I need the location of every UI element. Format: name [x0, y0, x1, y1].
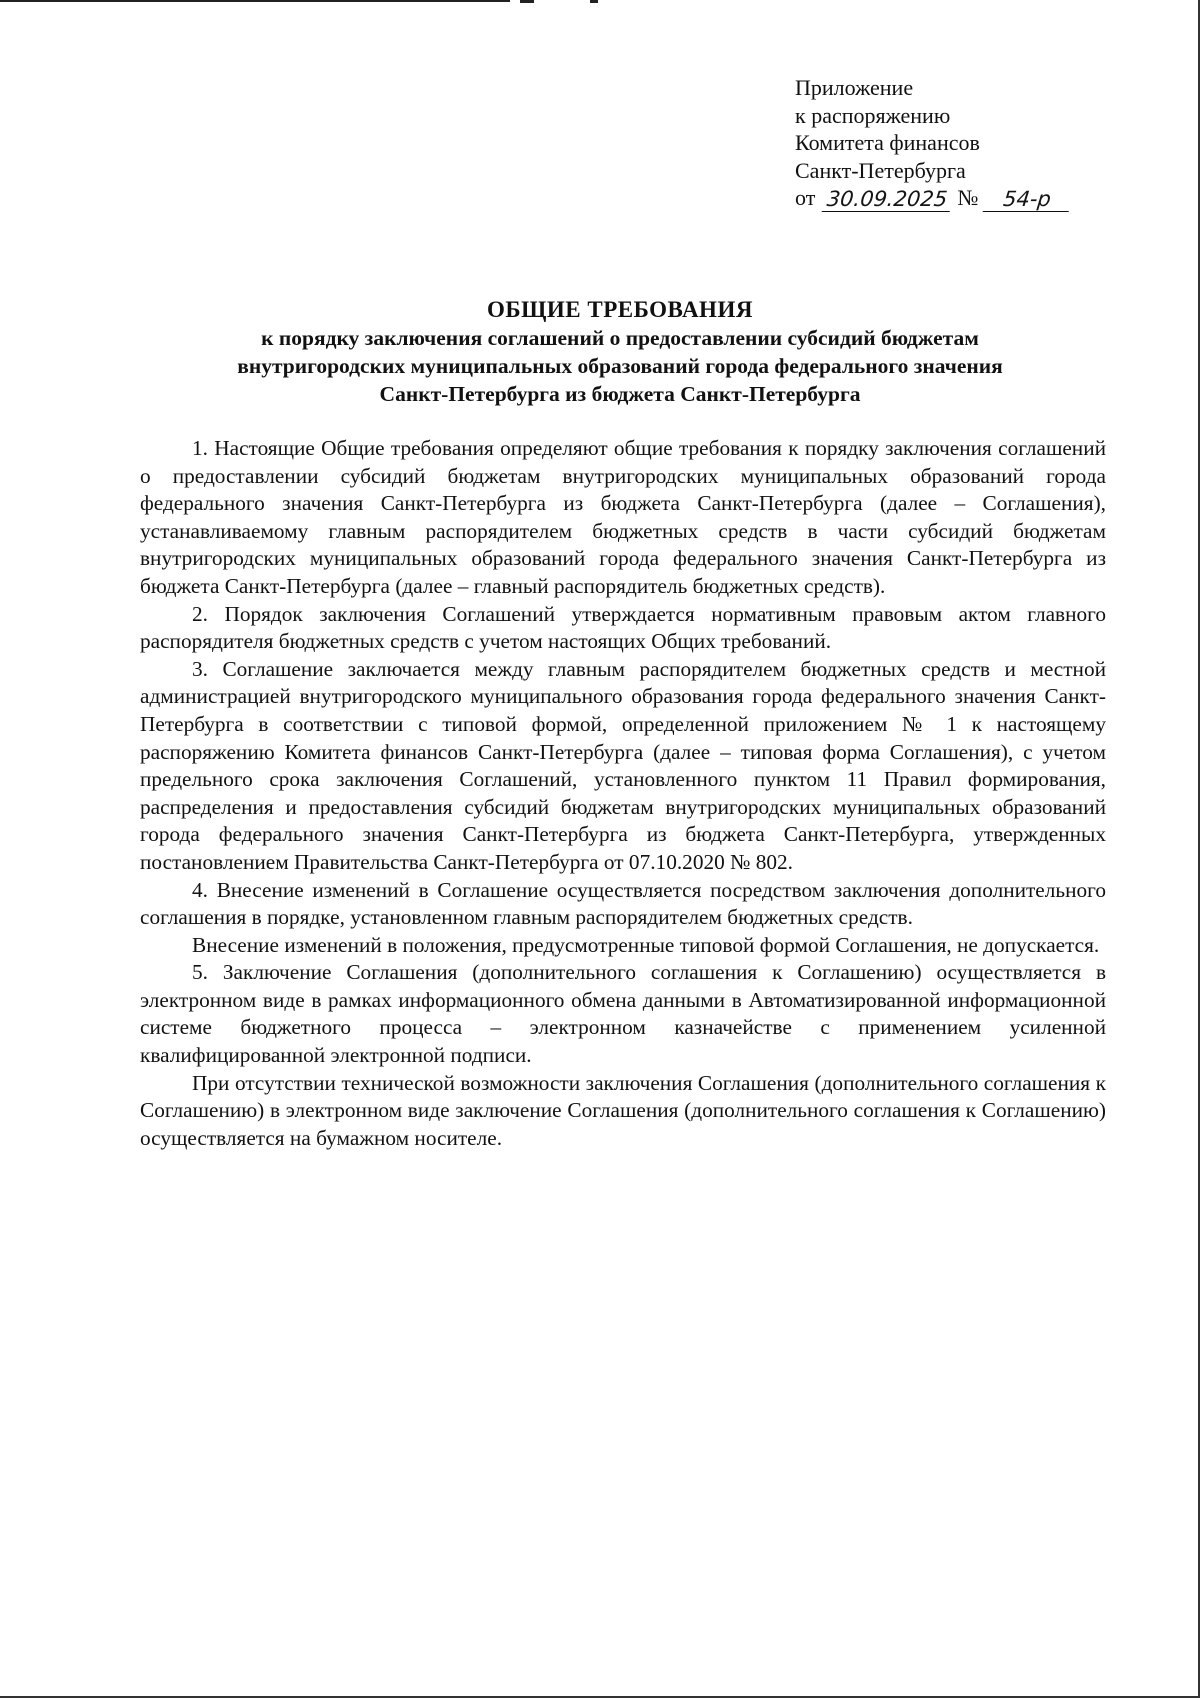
number-label: № — [957, 185, 979, 210]
appendix-line: Комитета финансов — [795, 130, 980, 155]
handwritten-number: 54-р — [983, 187, 1072, 212]
paragraph: 1. Настоящие Общие требования определяют общие требования к порядку заключения соглашений о предоставлении субсидий бюджетам внутригородских муниципальных образований города федерального значения Санкт-Петербурга из бюджета Санкт-Петербурга (далее – Соглашения), устанавливаемому главным распорядителем бюджетных средств в части субсидий бюджетам внутригородских муниципальных образований города федерального значения Санкт-Петербурга из бюджета Санкт-Петербурга (далее – главный распорядитель бюджетных средств). — [140, 436, 1106, 598]
paragraph: 5. Заключение Соглашения (дополнительного соглашения к Соглашению) осуществляется в электронном виде в рамках информационного обмена данными в Автоматизированной информационной системе бюджетного процесса – электронном казначействе с применением усиленной квалифицированной электронной подписи. — [140, 960, 1106, 1068]
handwritten-date: 30.09.2025 — [822, 187, 953, 212]
document-body — [140, 435, 1106, 1152]
document-subtitle-line: Санкт-Петербурга из бюджета Санкт-Петербурга — [379, 382, 861, 406]
paragraph: 4. Внесение изменений в Соглашение осуществляется посредством заключения дополнительного соглашения в порядке, установленном главным распорядителем бюджетных средств. — [140, 877, 1106, 930]
appendix-header — [795, 74, 1070, 212]
paragraph: 2. Порядок заключения Соглашений утверждается нормативным правовым актом главного распорядителя бюджетных средств с учетом настоящих Общих требований. — [140, 601, 1106, 654]
scan-mark — [590, 0, 598, 3]
appendix-date-row — [795, 184, 1070, 212]
paragraph: 3. Соглашение заключается между главным распорядителем бюджетных средств и местной администрацией внутригородского муниципального образования города федерального значения Санкт-Петербурга в соответствии с типовой формой, определенной приложением № 1 к настоящему распоряжению Комитета финансов Санкт-Петербурга (далее – типовая форма Соглашения), с учетом предельного срока заключения Соглашений, установленного пунктом 11 Правил формирования, распределения и предоставления субсидий бюджетам внутригородских муниципальных образований города федерального значения Санкт-Петербурга из бюджета Санкт-Петербурга, утвержденных постановлением Правительства Санкт-Петербурга от 07.10.2020 № 802. — [140, 656, 1106, 874]
appendix-line: Приложение — [795, 75, 914, 100]
paragraph: Внесение изменений в положения, предусмотренные типовой формой Соглашения, не допускается. — [192, 932, 1100, 957]
document-subtitle-line: внутригородских муниципальных образований города федерального значения — [237, 354, 1003, 378]
document-subtitle-line: к порядку заключения соглашений о предоставлении субсидий бюджетам — [261, 326, 979, 350]
document-heading — [0, 295, 1200, 408]
scan-edge-top — [0, 0, 510, 2]
appendix-line: Санкт-Петербурга — [795, 157, 966, 183]
appendix-line: к распоряжению — [795, 102, 951, 128]
from-label: от — [795, 185, 816, 210]
scan-mark — [520, 0, 534, 3]
paragraph: При отсутствии технической возможности заключения Соглашения (дополнительного соглашения к Соглашению) в электронном виде заключение Соглашения (дополнительного соглашения к Соглашению) осуществляется на бумажном носителе. — [140, 1070, 1106, 1150]
document-title: ОБЩИЕ ТРЕБОВАНИЯ — [487, 297, 753, 322]
